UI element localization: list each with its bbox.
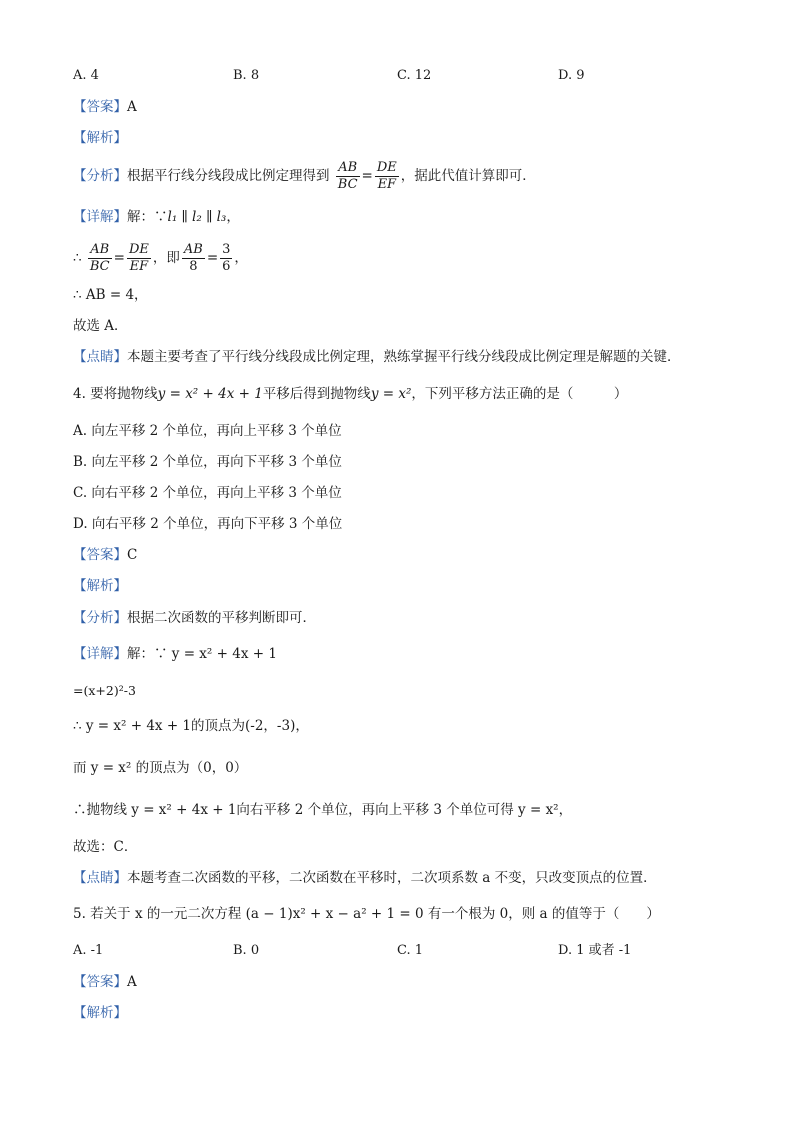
q4-eq1: y = x² + 4x + 1 <box>157 386 263 402</box>
fraction-ab-bc <box>88 242 112 275</box>
fraction-3-6 <box>220 242 232 275</box>
fenxi-text-after: ，据此代值计算即可． <box>400 168 536 184</box>
q5-option-d: D. 1 或者 -1 <box>558 943 632 958</box>
q3-option-c: C. 12 <box>397 68 432 83</box>
fraction-ab-bc <box>336 160 360 193</box>
q4-step3: 而 y = x² 的顶点为（0，0） <box>73 760 248 776</box>
fraction-ab-8 <box>182 242 205 275</box>
frac-num: AB <box>88 242 112 259</box>
q4-step2: ∴ y = x² + 4x + 1的顶点为(-2，-3)， <box>73 718 309 734</box>
q3-option-b: B. 8 <box>233 68 260 83</box>
answer-tag: 【答案】 <box>73 974 127 990</box>
frac-den: 6 <box>222 259 231 274</box>
dianjing-tag: 【点睛】 <box>73 349 127 365</box>
q4-stem-num: 4. 要将抛物线 <box>73 386 158 402</box>
fenxi-text: 根据二次函数的平移判断即可． <box>127 610 316 626</box>
fenxi-text-before: 根据平行线分线段成比例定理得到 <box>127 168 330 184</box>
q5-option-b: B. 0 <box>233 943 260 958</box>
q4-option-a: A. 向左平移 2 个单位，再向上平移 3 个单位 <box>73 423 342 439</box>
detail-suffix: ， <box>226 209 240 225</box>
detail-text: 解：∵ y = x² + 4x + 1 <box>127 646 277 662</box>
q4-answer <box>73 545 137 565</box>
frac-num: AB <box>183 242 203 257</box>
q3-fenxi: 【分析】根据平行线分线段成比例定理得到 $\frac{AB}{BC}$ = $\frac{DE}{EF}$ ，据此代值计算即可． <box>73 160 536 192</box>
dianjing-text: 本题主要考查了平行线分线段成比例定理，熟练掌握平行线分线段成比例定理是解题的关键． <box>127 349 681 365</box>
detail-tag: 【详解】 <box>73 209 127 225</box>
q5-option-a: A. -1 <box>73 943 104 958</box>
therefore-symbol: ∴ <box>73 250 82 266</box>
q3-answer <box>73 97 137 117</box>
q5-answer <box>73 972 137 992</box>
q4-choose: 故选：C． <box>73 839 138 855</box>
dianjing-tag: 【点睛】 <box>73 870 127 886</box>
q3-analysis-heading: 【解析】 <box>73 130 127 146</box>
q4-dianjing <box>73 868 657 888</box>
frac-num: 3 <box>222 242 231 257</box>
fenxi-tag: 【分析】 <box>73 610 127 626</box>
frac-den: 8 <box>189 259 198 274</box>
q4-fenxi <box>73 608 316 628</box>
detail-tag: 【详解】 <box>73 646 127 662</box>
q4-stem-end: ，下列平移方法正确的是（ ） <box>411 386 628 402</box>
q4-option-c: C. 向右平移 2 个单位，再向上平移 3 个单位 <box>73 485 342 501</box>
q4-eq2: y = x² <box>370 386 412 402</box>
frac-den: BC <box>337 177 358 192</box>
parallel-condition: l₁ ∥ l₂ ∥ l₃ <box>167 209 227 225</box>
q5-analysis-heading: 【解析】 <box>73 1005 127 1021</box>
q3-option-a: A. 4 <box>73 68 99 83</box>
q4-option-b: B. 向左平移 2 个单位，再向下平移 3 个单位 <box>73 454 342 470</box>
frac-num: DE <box>128 242 149 257</box>
frac-num: AB <box>336 160 360 177</box>
fraction-de-ef <box>127 242 151 275</box>
q3-step2: ∴ AB = 4， <box>73 287 148 303</box>
q4-detail <box>73 644 277 664</box>
q3-choose: 故选 A． <box>73 318 128 334</box>
frac-den: EF <box>377 177 397 192</box>
q4-stem-mid: 平移后得到抛物线 <box>262 386 371 402</box>
answer-value: A <box>127 974 137 990</box>
q5-stem: 5. 若关于 x 的一元二次方程 (a − 1)x² + x − a² + 1 = 0 有一个根为 0，则 a 的值等于（ ） <box>73 906 660 922</box>
fenxi-tag: 【分析】 <box>73 168 127 184</box>
q3-detail <box>73 207 240 227</box>
detail-prefix: 解：∵ <box>127 209 168 225</box>
frac-den: BC <box>89 259 110 274</box>
dianjing-text: 本题考查二次函数的平移，二次函数在平移时，二次项系数 a 不变，只改变顶点的位置． <box>127 870 657 886</box>
fraction-de-ef <box>375 160 399 193</box>
frac-num: DE <box>376 160 397 175</box>
q4-analysis-heading: 【解析】 <box>73 578 127 594</box>
answer-value: C <box>127 547 138 563</box>
q3-step1: ∴ $\frac{AB}{BC}$ = $\frac{DE}{EF}$ ，即 $\frac{AB}{8}$ = $\frac{3}{6}$ ， <box>73 242 248 274</box>
step1-end: ， <box>234 250 248 266</box>
step1-mid: ，即 <box>152 250 180 266</box>
answer-value: A <box>127 99 137 115</box>
q3-dianjing <box>73 347 681 367</box>
q4-step1: =(x+2)²-3 <box>73 683 136 698</box>
answer-tag: 【答案】 <box>73 99 127 115</box>
q3-option-d: D. 9 <box>558 68 585 83</box>
q4-stem <box>73 384 627 404</box>
answer-tag: 【答案】 <box>73 547 127 563</box>
q4-option-d: D. 向右平移 2 个单位，再向下平移 3 个单位 <box>73 516 343 532</box>
q5-option-c: C. 1 <box>397 943 424 958</box>
frac-den: EF <box>129 259 149 274</box>
q4-step4: ∴抛物线 y = x² + 4x + 1向右平移 2 个单位，再向上平移 3 个单位可得 y = x²， <box>73 802 573 818</box>
